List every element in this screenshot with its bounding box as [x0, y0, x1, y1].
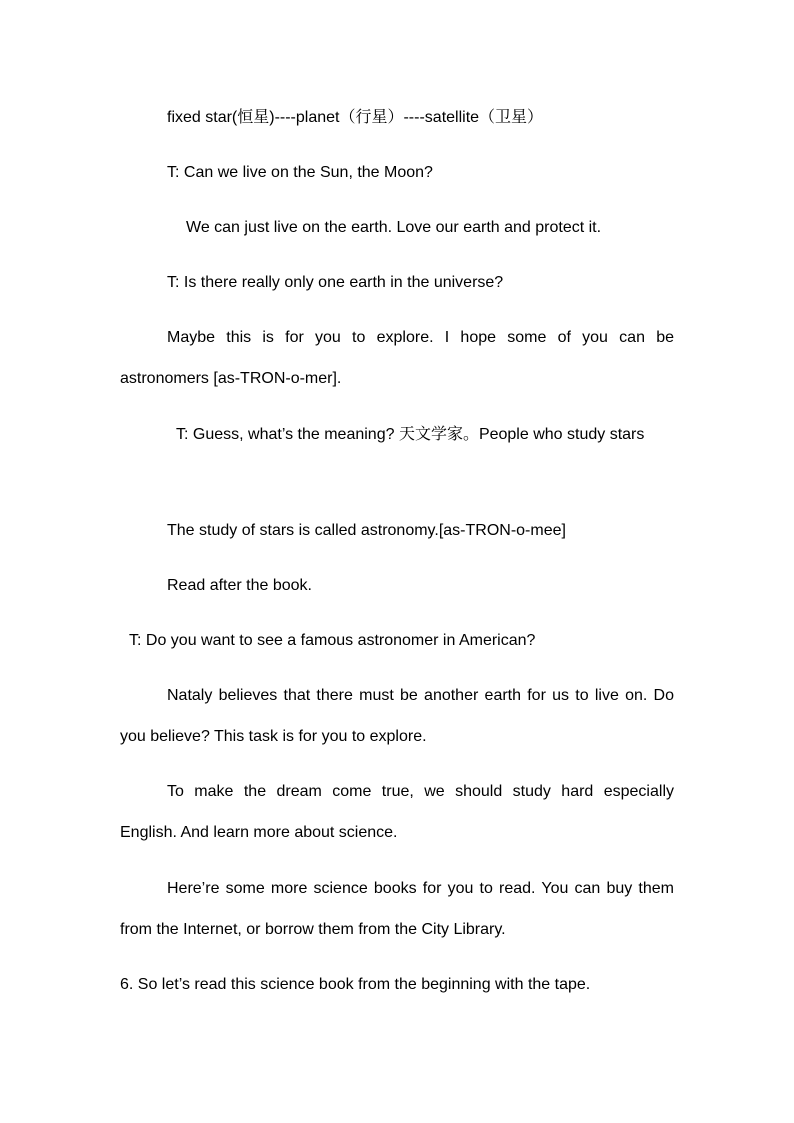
paragraph-live-on-sun-question: T: Can we live on the Sun, the Moon? [167, 164, 433, 181]
paragraph-make-dream-come-true: To make the dream come true, we should study hard especially English. And learn more about science. [120, 783, 674, 841]
paragraph-live-on-earth: We can just live on the earth. Love our earth and protect it. [186, 219, 602, 236]
paragraph-star-types: fixed star(恒星)----planet（行星）----satellite（卫星） [167, 109, 544, 126]
paragraph-another-earth: Nataly believes that there must be another earth for us to live on. Do you believe? This task is for you to explore. [120, 687, 674, 745]
paragraph-study-of-stars: The study of stars is called astronomy.[as-TRON-o-mee] [167, 522, 566, 539]
paragraph-one-earth-question: T: Is there really only one earth in the universe? [167, 274, 504, 291]
paragraph-more-science-books: Here’re some more science books for you to read. You can buy them from the Internet, or borrow them from the City Library. [120, 880, 674, 938]
paragraph-read-after-book: Read after the book. [167, 577, 312, 594]
paragraph-read-with-tape: 6. So let’s read this science book from the beginning with the tape. [120, 976, 591, 993]
paragraph-explore-astronomers: Maybe this is for you to explore. I hope some of you can be astronomers [as-TRON-o-mer]. [120, 329, 674, 387]
paragraph-guess-meaning: T: Guess, what’s the meaning? 天文学家。People who study stars [176, 426, 645, 443]
paragraph-famous-astronomer-question: T: Do you want to see a famous astronomer in American? [129, 632, 536, 649]
